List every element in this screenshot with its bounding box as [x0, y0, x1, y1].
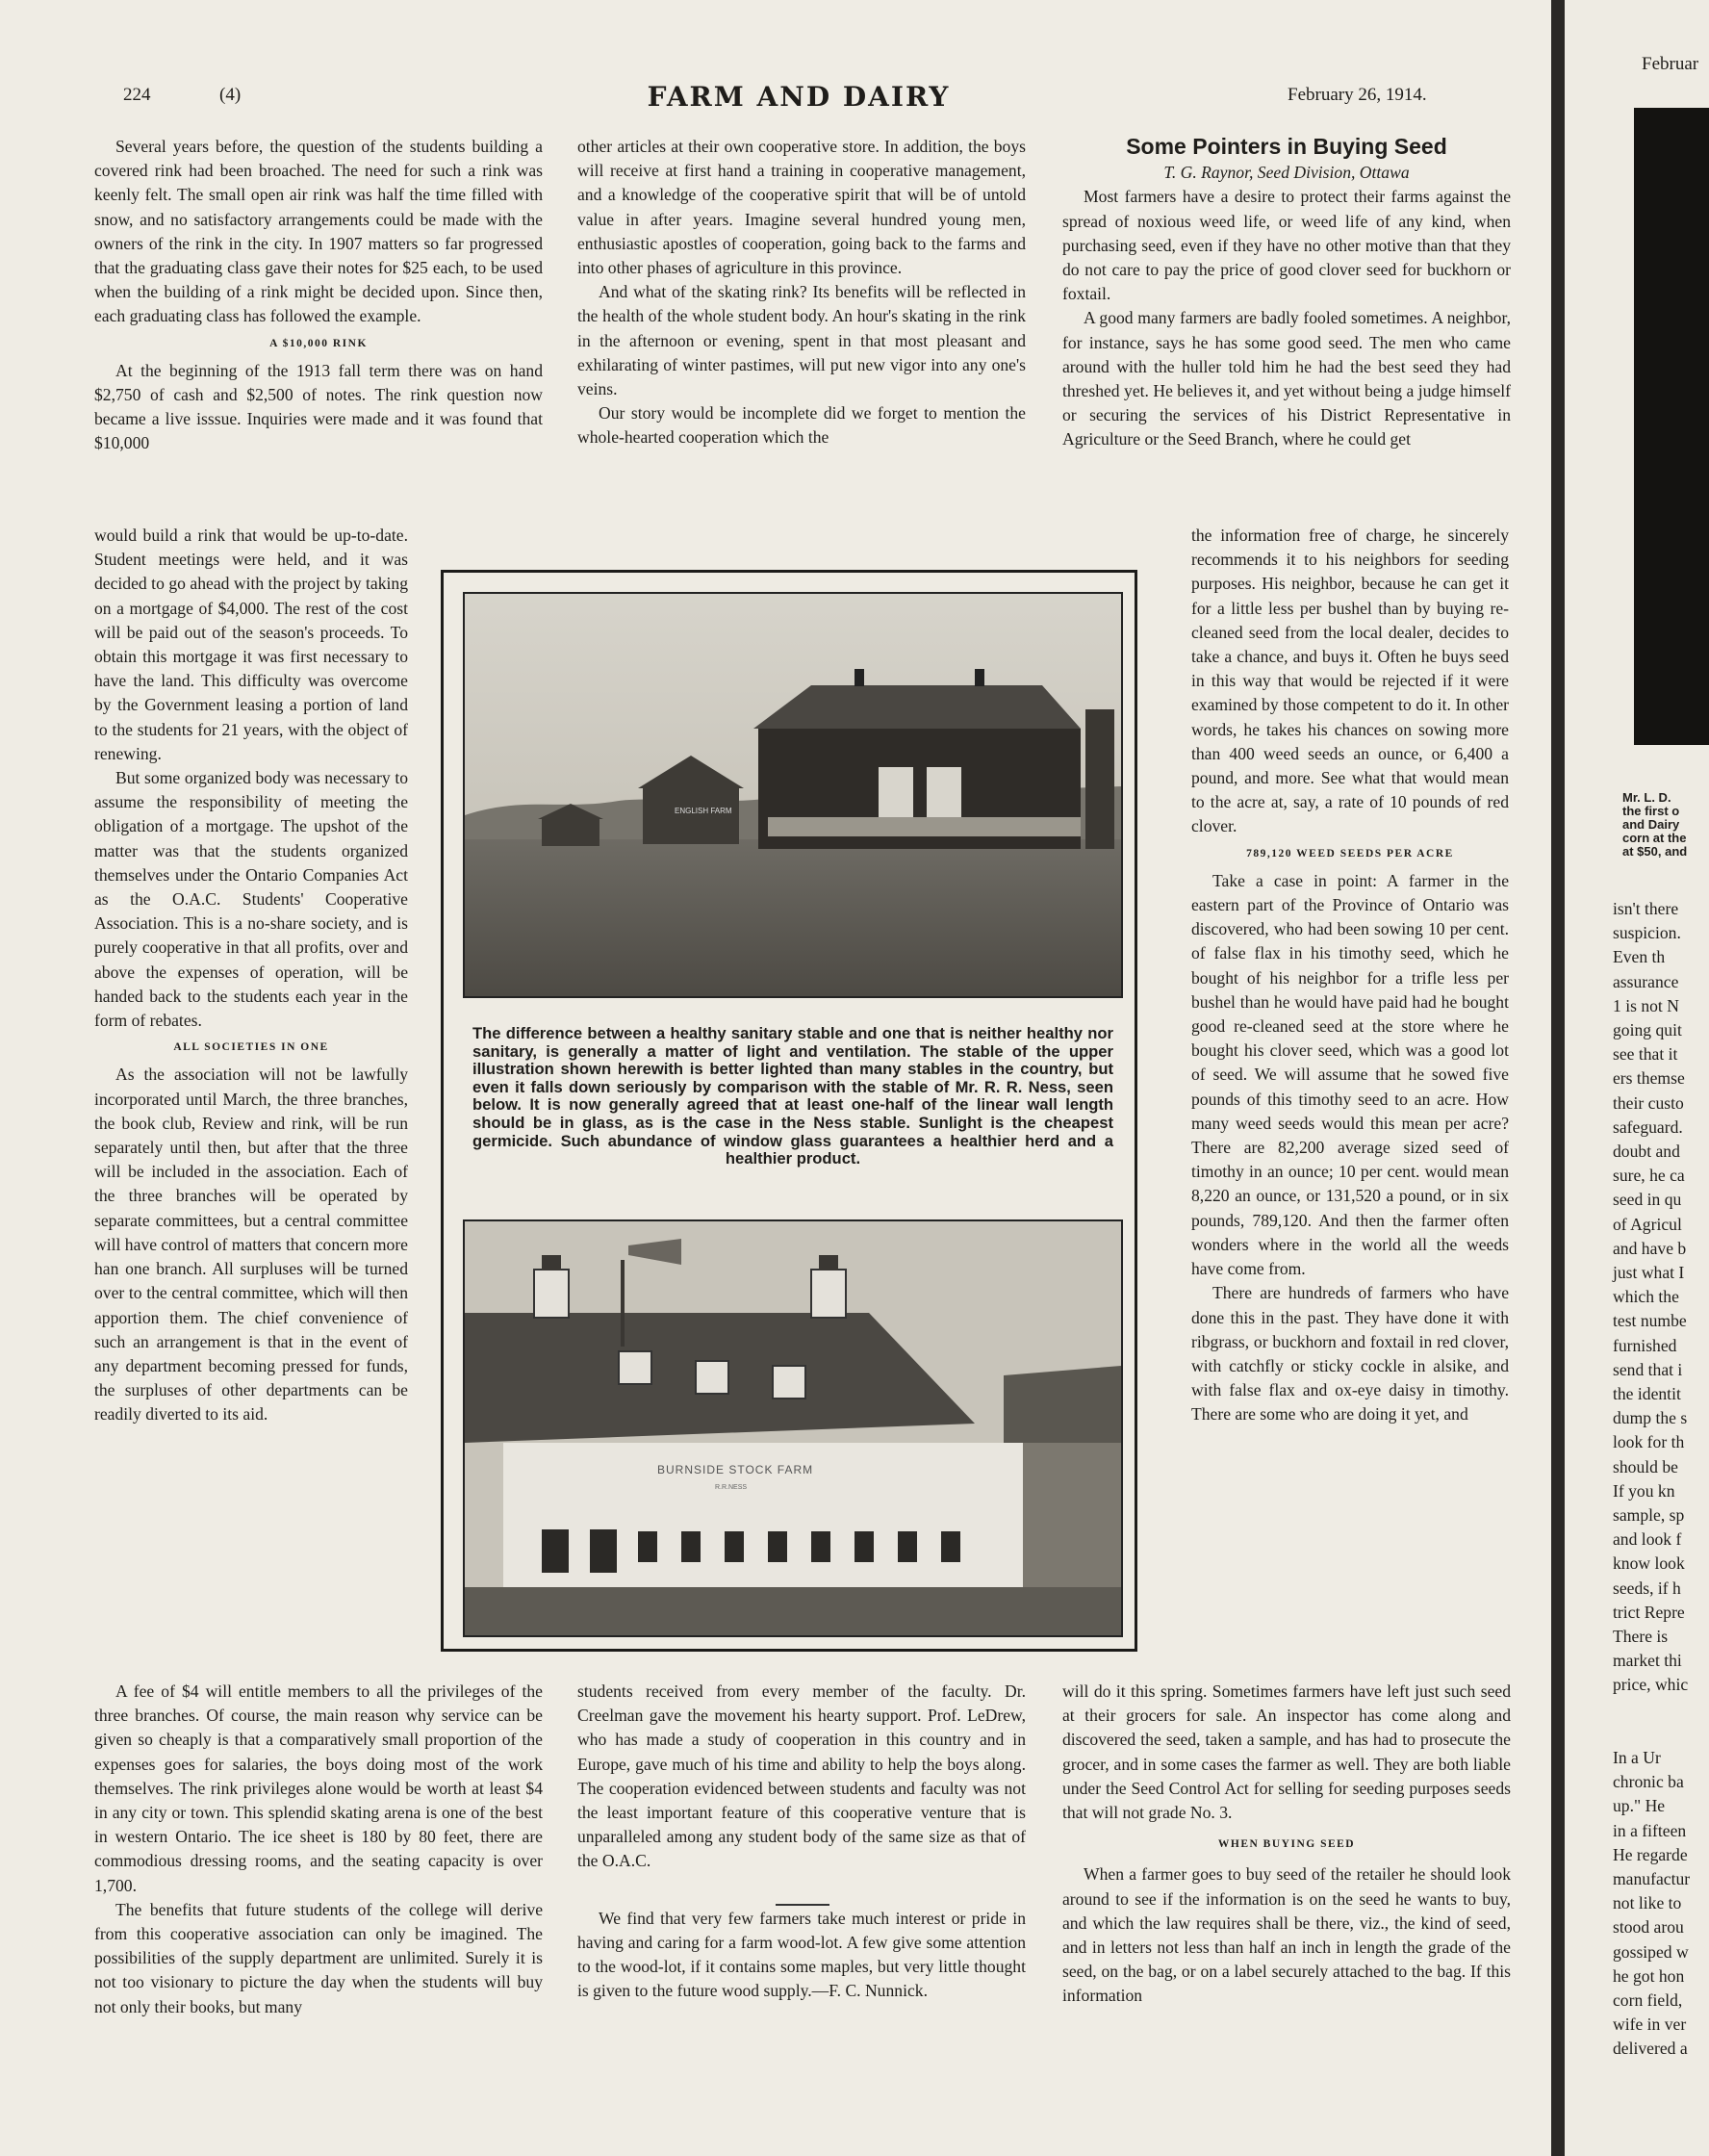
paragraph: Take a case in point: A farmer in the eastern part of the Province of Ontario was discovered, who had been sowing 10 per cent. of false flax in his timothy seed, which he bought of his neighbor for a trifle less per bushel than he would have paid had he bought good re-cleaned seed at the store where he bought his clover seed, which was a good lot of seed. We will assume that he sowed five pounds of this timothy seed to an acre. How many weed seeds would this mean per acre? There are 82,200 average sized seed of timothy in an ounce; 10 per cent. would mean 8,220 an ounce, or 131,520 a pound, or in six pounds, 789,120. And then the farmer often wonders where in the world all the weeds have come from. — [1191, 870, 1509, 1279]
page-gutter — [1551, 0, 1565, 2156]
adjacent-text-line: suspicion. — [1613, 923, 1681, 943]
adjacent-text-line: assurance — [1613, 971, 1679, 991]
adjacent-text-line: Even th — [1613, 947, 1666, 967]
paragraph: And what of the skating rink? Its benefits will be reflected in the health of the whole student body. An hour's skating in the rink in the afternoon or evening, spent in that most pleasant and exhilarating of winter pastimes, will put new vigor into any one's veins. — [577, 282, 1026, 399]
adjacent-caption-line: and Dairy — [1622, 817, 1680, 832]
subheading: 789,120 WEED SEEDS PER ACRE — [1246, 847, 1454, 860]
paragraph: students received from every member of the faculty. Dr. Creelman gave the movement his hearty support. Prof. LeDrew, who has made a study of cooperation in this country and in Europe, gave much of his time and ability to help the boys along. The cooperation evidenced between students and faculty was not the least important feature of this cooperative venture that is unparalleled among any student body of the same size as that of the O.A.C. — [577, 1681, 1026, 1871]
figure-box — [441, 570, 1137, 1652]
adjacent-text-line: delivered a — [1613, 2039, 1688, 2059]
page-number: 224 — [123, 85, 151, 105]
adjacent-text-line: in a fifteen — [1613, 1820, 1687, 1840]
middle-column-bottom — [577, 1680, 1026, 2003]
paragraph: will do it this spring. Sometimes farmers have left just such seed at their grocers for sale. An inspector has come along and discovered the seed, taken a sample, and has had to prosecute the grocer, and in some cases the farmer as well. They are both liable under the Seed Control Act for selling for seeding purposes seeds that will not grade No. 3. — [1062, 1681, 1511, 1823]
paragraph: As the association will not be lawfully incorporated until March, the three branches, the book club, Review and rink, will be run separately until then, but after that the three will be included in the association. Each of the three branches will be operated by separate committees, but a central committee will have control of matters that concern more han one branch. All surpluses will be turned over to the central committee, which will then apportion them. The chief convenience of such an arrangement is that in the event of any department becoming pressed for funds, the surpluses of other departments can be readily diverted to its aid. — [94, 1065, 408, 1424]
adjacent-text-line: doubt and — [1613, 1142, 1680, 1161]
adjacent-text-line: manufactur — [1613, 1869, 1691, 1888]
adjacent-text-line: chronic ba — [1613, 1772, 1684, 1792]
left-column-bottom — [94, 1680, 543, 2019]
paragraph: Most farmers have a desire to protect their farms against the spread of noxious weed life, or weed life of any kind, when purchasing seed, even if they have no other motive than that they do not care to pay the price of good clover seed for buckhorn or foxtail. — [1062, 187, 1511, 304]
subheading: A $10,000 RINK — [269, 337, 368, 349]
adjacent-caption-line: at $50, and — [1622, 844, 1688, 859]
adjacent-text-line: market thi — [1613, 1651, 1682, 1671]
adjacent-caption-line: Mr. L. D. — [1622, 790, 1671, 805]
left-column-top — [94, 135, 543, 456]
lower-barn-sign-small: R.R.NESS — [715, 1484, 748, 1491]
paragraph: would build a rink that would be up-to-date. Student meetings were held, and it was decided to go ahead with the project by taking on a mortgage of $4,000. The rest of the cost will be paid out of the season's proceeds. To obtain this mortgage it was first necessary to have the land. This difficulty was overcome by the Government leasing a portion of land to the students for 21 years, with the object of renewing. — [94, 526, 408, 763]
adjacent-text-line: see that it — [1613, 1044, 1678, 1065]
paragraph: Several years before, the question of the students building a covered rink had been broached. The need for such a rink was keenly felt. The small open air rink was half the time filled with snow, and no satisfactory arrangements could be made with the owners of the rink in the city. In 1907 matters so far progressed that the graduating class gave their notes for $25 each, to be used when the building of a rink might be decided upon. Since then, each graduating class has followed the example. — [94, 137, 543, 326]
paragraph: Our story would be incomplete did we forget to mention the whole-hearted cooperation which the — [577, 403, 1026, 448]
adjacent-text-line: their custo — [1613, 1092, 1684, 1113]
adjacent-text-line: stood arou — [1613, 1917, 1684, 1938]
adjacent-text-line: wife in ver — [1613, 2015, 1687, 2035]
adjacent-text-line: 1 is not N — [1613, 995, 1679, 1015]
adjacent-text-line: going quit — [1613, 1020, 1682, 1040]
right-column-narrow — [1191, 524, 1509, 1427]
lower-barn-sign: BURNSIDE STOCK FARM — [657, 1463, 814, 1476]
adjacent-text-line: should be — [1613, 1456, 1678, 1476]
adjacent-text-line: gossiped w — [1613, 1941, 1689, 1962]
adjacent-caption-line: corn at the — [1622, 831, 1687, 845]
right-column-bottom — [1062, 1680, 1511, 2009]
masthead: FARM AND DAIRY — [647, 81, 951, 113]
adjacent-text-line: corn field, — [1613, 1990, 1683, 2010]
paragraph: A good many farmers are badly fooled sometimes. A neighbor, for instance, says he has some good seed. The men who came around with the huller told him he had the best seed they had threshed yet. He believes it, and yet without being a judge himself or securing the services of his District Representative in Agriculture or the Seed Branch, where he could get — [1062, 308, 1511, 449]
section-divider — [776, 1904, 829, 1906]
paragraph: other articles at their own cooperative store. In addition, the boys will receive at first hand a training in cooperative management, and a knowledge of the cooperative spirit that will be of untold value in after years. Imagine several hundred young men, enthusiastic apostles of cooperation, going back to the farms and into other phases of agriculture in this province. — [577, 137, 1026, 278]
adjacent-text-line: and have b — [1613, 1238, 1687, 1258]
upper-barn-sign: ENGLISH FARM — [675, 807, 732, 815]
adjacent-text-line: sure, he ca — [1613, 1166, 1685, 1186]
paragraph: The benefits that future students of the college will derive from this cooperative association can only be imagined. The possibilities of the supply department are unlimited. Surely it is not too visionary to picture the day when the students will buy not only their books, but many — [94, 1899, 543, 2016]
section-number: (4) — [219, 85, 242, 105]
paragraph: But some organized body was necessary to assume the responsibility of meeting the obligation of a mortgage. The upshot of the matter was that the students organized themselves under the Ontario Companies Act as the O.A.C. Students' Cooperative Association. This is a no-share society, and is purely cooperative in that all profits, over and above the expenses of operation, will be handed back to the students each year in the form of rebates. — [94, 768, 408, 1031]
subheading: ALL SOCIETIES IN ONE — [173, 1041, 329, 1054]
adjacent-text-line: safeguard. — [1613, 1116, 1683, 1137]
adjacent-page-header: Februar — [1642, 54, 1699, 74]
adjacent-text-line: price, whic — [1613, 1675, 1689, 1695]
upper-barn-photo — [463, 592, 1123, 998]
adjacent-page — [1565, 0, 1709, 2156]
adjacent-text-line: seeds, if h — [1613, 1578, 1681, 1598]
lower-barn-image — [465, 1221, 1121, 1635]
paragraph: At the beginning of the 1913 fall term there was on hand $2,750 of cash and $2,500 of notes. The rink question now became a live isssue. Inquiries were made and it was found that $10,000 — [94, 360, 543, 453]
lower-barn-photo — [463, 1219, 1123, 1637]
adjacent-text-line: look for th — [1613, 1432, 1685, 1452]
adjacent-text-line: which the — [1613, 1287, 1679, 1307]
adjacent-text-line: test numbe — [1613, 1311, 1687, 1331]
paragraph: There are hundreds of farmers who have done this in the past. They have done it with ribgrass, or buckhorn and foxtail in red clover, with catchfly or sticky cockle in alsike, and with false flax and ox-eye daisy in timothy. There are some who are doing it yet, and — [1191, 1283, 1509, 1424]
article-byline: T. G. Raynor, Seed Division, Ottawa — [1163, 163, 1410, 183]
right-column-top — [1062, 135, 1511, 452]
adjacent-text-line: seed in qu — [1613, 1190, 1682, 1210]
adjacent-text-line: isn't there — [1613, 899, 1679, 918]
paragraph: A fee of $4 will entitle members to all the privileges of the three branches. Of course, the main reason why service can be given so cheaply is that a comparatively small proportion of the expenses goes for salaries, the boys doing most of the work themselves. The rink privileges alone would be worth at least $4 in any city or town. This splendid skating arena is one of the best in western Ontario. The ice sheet is 180 by 80 feet, there are commodious dressing rooms, and the seating capacity is over 1,700. — [94, 1681, 543, 1895]
adjacent-text-line: send that i — [1613, 1359, 1683, 1379]
adjacent-text-line: He regarde — [1613, 1844, 1688, 1864]
left-column-narrow — [94, 524, 408, 1427]
adjacent-text-line: ers themse — [1613, 1068, 1685, 1089]
paragraph: We find that very few farmers take much interest or pride in having and caring for a farm wood-lot. A few give some attention to the wood-lot, if it contains some maples, but very little thought is given to the future wood supply.—F. C. Nunnick. — [577, 1908, 1026, 2001]
paragraph: the information free of charge, he sincerely recommends it to his neighbors for seeding purposes. His neighbor, because he can get it for a little less per bushel than by buying re-cleaned seed from the local dealer, decides to take a chance, and buys it. Often he buys seed in this way that would be rejected if it were examined by those competent to do it. In other words, he takes his chances on sowing more than 400 weed seeds an ounce, or 6,400 a pound, and more. See what that would mean to the acre at, say, a rate of 10 pounds of red clover. — [1191, 526, 1509, 836]
adjacent-text-line: furnished — [1613, 1335, 1677, 1355]
adjacent-text-line: he got hon — [1613, 1965, 1685, 1986]
middle-column-top — [577, 135, 1026, 450]
adjacent-page-photo — [1634, 108, 1709, 745]
adjacent-text-line: know look — [1613, 1553, 1685, 1574]
adjacent-text-line: trict Repre — [1613, 1602, 1685, 1622]
adjacent-text-line: not like to — [1613, 1893, 1682, 1913]
adjacent-text-line: There is — [1613, 1627, 1669, 1646]
upper-barn-image — [465, 594, 1121, 996]
article-title: Some Pointers in Buying Seed — [1126, 134, 1447, 159]
adjacent-text-line: the identit — [1613, 1384, 1681, 1403]
paragraph: When a farmer goes to buy seed of the retailer he should look around to see if the information is on the seed he wants to buy, and which the law requires shall be there, viz., the kind of seed, and in letters not less than half an inch in length the grade of the seed, on the bag, or on a label securely attached to the bag. If this information — [1062, 1864, 1511, 2006]
adjacent-text-line: up." He — [1613, 1796, 1666, 1816]
adjacent-text-line: and look f — [1613, 1529, 1682, 1550]
adjacent-text-line: In a Ur — [1613, 1748, 1661, 1767]
adjacent-text-line: of Agricul — [1613, 1214, 1682, 1234]
adjacent-text-line: dump the s — [1613, 1408, 1688, 1428]
adjacent-text-line: sample, sp — [1613, 1505, 1685, 1525]
adjacent-text-line: just what I — [1613, 1263, 1685, 1282]
figure-caption: The difference between a healthy sanitary stable and one that is neither healthy nor sanitary, is generally a matter of light and ventilation. The stable of the upper illustration shown herewith is better lighted than many stables in the country, but even it falls down seriously by comparison with the stable of Mr. R. R. Ness, seen below. It is now generally agreed that at least one-half of the linear wall length should be in glass, as is the case in the Ness stable. Sunlight is the cheapest germicide. Such abundance of window glass guarantees a healthier herd and a healthier product. — [472, 1024, 1113, 1168]
adjacent-text-line: If you kn — [1613, 1480, 1675, 1501]
subheading: WHEN BUYING SEED — [1217, 1838, 1356, 1851]
issue-date: February 26, 1914. — [1288, 85, 1427, 105]
adjacent-caption-line: the first o — [1622, 804, 1680, 818]
